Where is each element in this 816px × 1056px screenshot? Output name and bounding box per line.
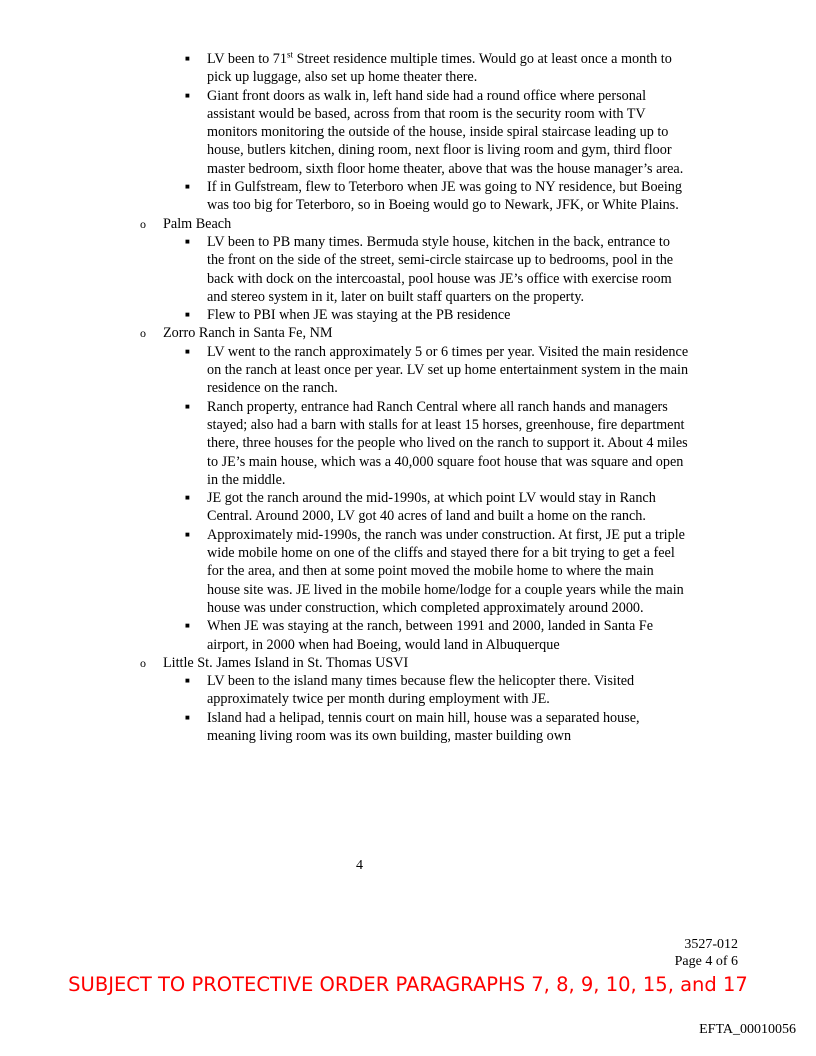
square-bullet-icon: ■	[185, 493, 190, 503]
list-item: ■ Island had a helipad, tennis court on main hill, house was a separated house, meaning living room was its own building, master building own	[185, 709, 640, 744]
square-bullet-icon: ■	[185, 182, 190, 192]
square-bullet-icon: ■	[185, 90, 190, 100]
square-bullet-icon: ■	[185, 54, 190, 63]
circle-bullet-icon: o	[140, 326, 146, 341]
page-of-label: Page 4 of 6	[674, 954, 738, 969]
list-item: ■ JE got the ranch around the mid-1990s, at which point LV would stay in Ranch Central. Around 2000, LV got 40 acres of land and built a home on the ranch.	[185, 490, 656, 525]
square-bullet-icon: ■	[185, 529, 190, 539]
square-bullet-icon: ■	[185, 310, 190, 320]
list-item: ■ If in Gulfstream, flew to Teterboro when JE was going to NY residence, but Boeing was too big for Teterboro, so in Boeing would go to Newark, JFK, or White Plains.	[185, 179, 682, 214]
document-id-block	[675, 936, 738, 970]
page-body	[137, 50, 697, 745]
section-heading-zorro-ranch: o Zorro Ranch in Santa Fe, NM	[140, 325, 333, 342]
page-number: 4	[356, 858, 363, 873]
list-item: ■ LV been to PB many times. Bermuda style house, kitchen in the back, entrance to the front on the side of the street, semi-circle staircase up to bedrooms, pool in the back with dock on the intercoastal, pool house was JE’s office with exercise room and stereo system in it, later on built staff quarters on the property.	[185, 233, 674, 305]
list-item: ■ Flew to PBI when JE was staying at the PB residence	[185, 307, 511, 324]
circle-bullet-icon: o	[140, 655, 146, 670]
list-item: ■ LV been to 71st Street residence multiple times. Would go at least once a month to pick up luggage, also set up home theater there.	[185, 49, 672, 86]
circle-bullet-icon: o	[140, 216, 146, 231]
square-bullet-icon: ■	[185, 712, 190, 722]
section-heading-little-st-james: o Little St. James Island in St. Thomas USVI	[140, 654, 409, 671]
list-item: ■ LV been to the island many times because flew the helicopter there. Visited approximately twice per month during employment with JE.	[185, 673, 635, 708]
section-heading-palm-beach: o Palm Beach	[140, 215, 232, 232]
square-bullet-icon: ■	[185, 236, 190, 246]
list-item: ■ LV went to the ranch approximately 5 or 6 times per year. Visited the main residence on the ranch at least once per year. LV set up home entertainment system in the main residence on the ranch.	[185, 343, 689, 397]
protective-order-banner: SUBJECT TO PROTECTIVE ORDER PARAGRAPHS 7, 8, 9, 10, 15, and 17	[68, 973, 748, 996]
bates-number: EFTA_00010056	[699, 1022, 796, 1037]
square-bullet-icon: ■	[185, 346, 190, 356]
list-item: ■ Approximately mid-1990s, the ranch was under construction. At first, JE put a triple wide mobile home on one of the cliffs and stayed there for a bit trying to get a feel for the area, and then at some point moved the mobile home to where the main house site was. JE lived in the mobile home/lodge for a couple years while the main house was under construction, which completed approximately around 2000.	[185, 526, 685, 616]
list-item: ■ When JE was staying at the ranch, between 1991 and 2000, landed in Santa Fe airport, in 2000 when had Boeing, would land in Albuquerque	[185, 618, 653, 653]
square-bullet-icon: ■	[185, 621, 190, 631]
square-bullet-icon: ■	[185, 401, 190, 411]
list-item: ■ Giant front doors as walk in, left hand side had a round office where personal assistant would be based, across from that room is the security room with TV monitors monitoring the outside of the house, inside spiral staircase leading up to house, butlers kitchen, dining room, next floor is living room and gym, third floor master bedroom, sixth floor home theater, above that was the house manager’s area.	[185, 87, 684, 177]
list-item: ■ Ranch property, entrance had Ranch Central where all ranch hands and managers stayed; also had a barn with stalls for at least 15 horses, greenhouse, fire department there, three houses for the people who lived on the ranch to support it. About 4 miles to JE’s main house, which was a 40,000 square foot house that was square and open in the middle.	[185, 398, 688, 488]
document-id: 3527-012	[684, 937, 738, 952]
square-bullet-icon: ■	[185, 676, 190, 686]
